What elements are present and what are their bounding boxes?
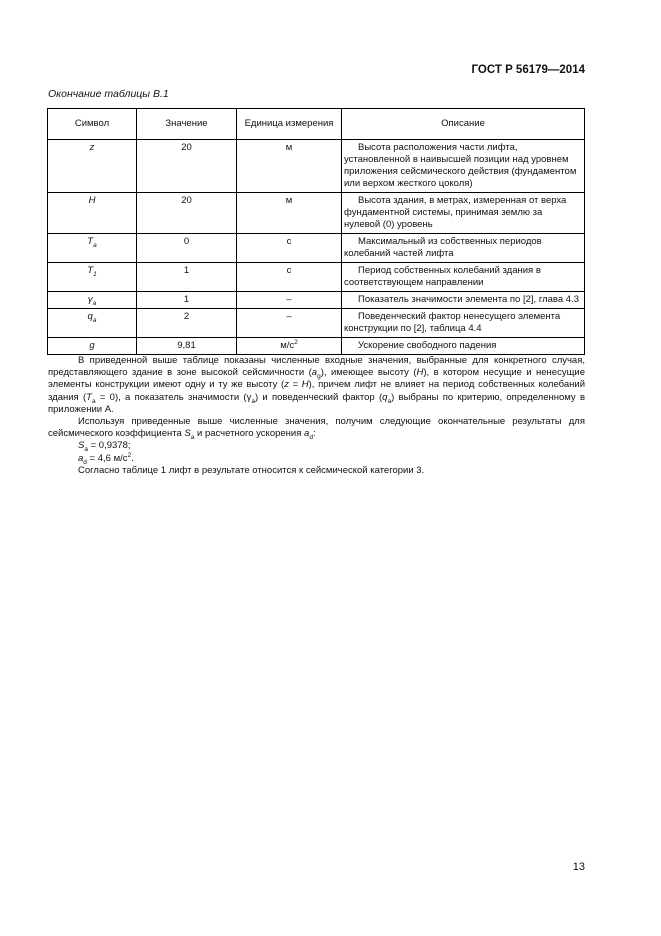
cell-symbol: H [48, 193, 137, 234]
table-row [48, 338, 585, 355]
cell-value: 20 [137, 140, 237, 193]
table-row [48, 263, 585, 292]
paragraph-table-explanation: В приведенной выше таблице показаны численные входные значения, выбранные для конкретного случая, представляющего здание в зоне высокой сейсмичности $(a_g)$, имеющее высоту (H), в котором несущие и ненесущие элементы конструкции имеют одну и ту же высоту (z = H), причем лифт не влияет на период собственных колебаний здания $(T_a = 0)$, а показатель значимости $(\gamma_a)$ и поведенческий фактор $(q_a)$ выбраны по критерию, определенному в приложении А. [48, 355, 586, 415]
cell-value: 2 [137, 309, 237, 338]
cell-value: 1 [137, 263, 237, 292]
page-number: 13 [572, 861, 585, 873]
cell-unit: с [237, 234, 342, 263]
cell-symbol: g [48, 338, 137, 355]
table-caption: Окончание таблицы В.1 [48, 88, 169, 100]
cell-description: Период собственных колебаний здания в соответствующем направлении [342, 263, 585, 292]
header-description: Описание [342, 109, 585, 140]
document-header: ГОСТ Р 56179—2014 [471, 64, 585, 76]
table-row [48, 309, 585, 338]
paragraph-conclusion: Согласно таблице 1 лифт в результате относится к сейсмической категории 3. [78, 464, 425, 476]
table-row [48, 292, 585, 309]
cell-unit: – [237, 292, 342, 309]
cell-unit: – [237, 309, 342, 338]
cell-description: Показатель значимости элемента по [2], глава 4.3 [342, 292, 585, 309]
cell-symbol: $q_a$ [48, 309, 137, 338]
header-symbol: Символ [48, 109, 137, 140]
cell-unit: с [237, 263, 342, 292]
cell-unit: м [237, 193, 342, 234]
cell-description: Ускорение свободного падения [342, 338, 585, 355]
parameters-table [47, 108, 585, 355]
table-row [48, 234, 585, 263]
cell-symbol: $\gamma_a$ [48, 292, 137, 309]
cell-value: 20 [137, 193, 237, 234]
cell-description: Максимальный из собственных периодов колебаний частей лифта [342, 234, 585, 263]
cell-value: 0 [137, 234, 237, 263]
cell-symbol: $T_a$ [48, 234, 137, 263]
cell-unit: м [237, 140, 342, 193]
result-seismic-coefficient: $S_a = 0,9378$; [78, 440, 131, 454]
cell-value: 1 [137, 292, 237, 309]
cell-symbol: z [48, 140, 137, 193]
table-header-row [48, 109, 585, 140]
header-value: Значение [137, 109, 237, 140]
table-row [48, 193, 585, 234]
cell-symbol: $T_1$ [48, 263, 137, 292]
cell-value: 9,81 [137, 338, 237, 355]
cell-unit: $м/с^2$ [237, 338, 342, 355]
cell-description: Поведенческий фактор ненесущего элемента конструкции по [2], таблица 4.4 [342, 309, 585, 338]
table-row [48, 140, 585, 193]
result-design-acceleration: $a_d = 4,6$ $м/с^2$. [78, 451, 134, 466]
table-body [48, 140, 585, 355]
cell-description: Высота здания, в метрах, измеренная от верха фундаментной системы, принимая землю за нулевой (0) уровень [342, 193, 585, 234]
paragraph-results-intro: Используя приведенные выше численные значения, получим следующие окончательные результаты для сейсмического коэффициента $S_a$ и расчетного ускорения $a_d$: [48, 416, 585, 442]
cell-description: Высота расположения части лифта, установленной в наивысшей позиции над уровнем приложения сейсмического действия (фундаментом или верхом жесткого цоколя) [342, 140, 585, 193]
body-text [48, 355, 585, 477]
header-unit: Единица измерения [237, 109, 342, 140]
